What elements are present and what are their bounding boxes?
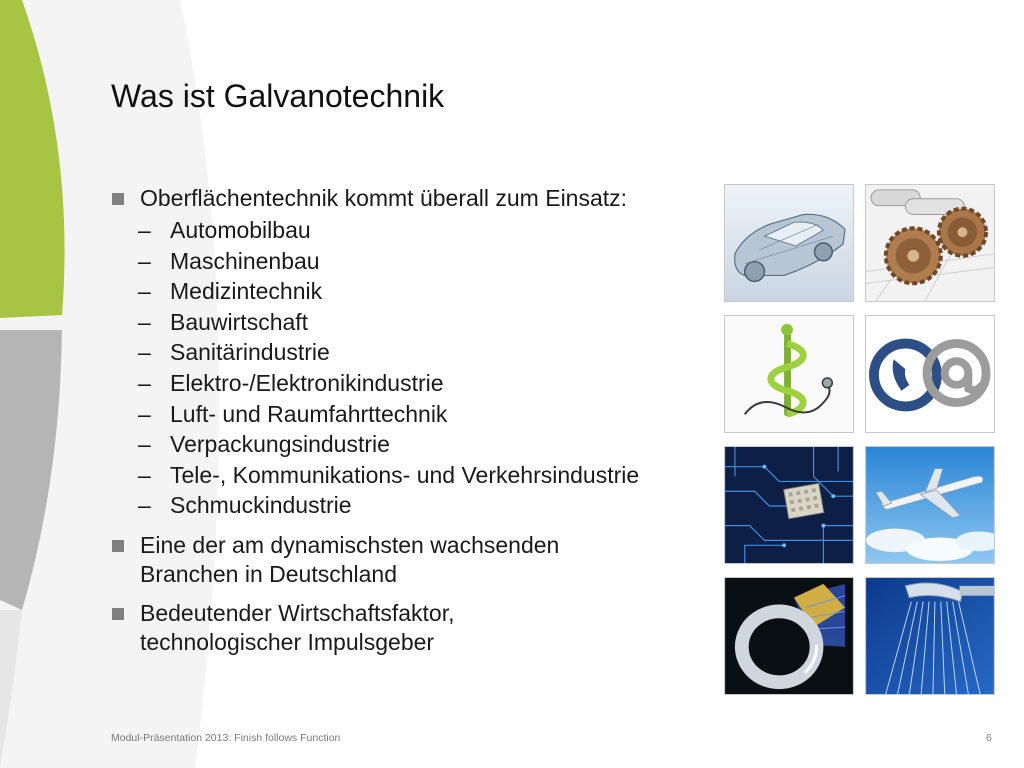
bullet-item [112,184,712,213]
gears-image [865,184,995,302]
bullet-list [112,184,712,657]
bullet-text-line: technologischer Impulsgeber [140,628,435,655]
sub-bullet-item: – Automobilbau [138,217,311,243]
airplane-image [865,446,995,564]
bullet-text-line: Branchen in Deutschland [140,560,397,587]
bullet-item [112,531,712,589]
sub-bullet-item: – Sanitärindustrie [138,339,330,366]
bullet-item [112,599,712,657]
shower-head-image [865,577,995,695]
bullet-text: Oberflächentechnik kommt überall zum Einsatz: [140,185,628,211]
circuit-board-image [724,446,854,564]
sub-bullet-item: – Schmuckindustrie [138,492,352,519]
sub-bullet-item: – Maschinenbau [138,247,320,274]
sub-bullet-item: – Bauwirtschaft [138,308,309,335]
square-bullet-icon [112,193,124,205]
car-image [724,184,854,302]
sub-bullet-list [112,215,712,521]
sub-bullet-item: – Verpackungsindustrie [138,431,390,458]
sub-bullet-item: – Elektro-/Elektronikindustrie [138,369,444,396]
square-bullet-icon [112,540,124,552]
square-bullet-icon [112,608,124,620]
ring-image [724,577,854,695]
sub-bullet-item: – Tele-, Kommunikations- und Verkehrsindustrie [138,461,640,488]
phone-at-sign-image [865,315,995,433]
caduceus-stethoscope-image [724,315,854,433]
sub-bullet-item: – Luft- und Raumfahrttechnik [138,400,448,427]
slide-title: Was ist Galvanotechnik [111,78,445,114]
sub-bullet-item: – Medizintechnik [138,278,323,305]
bullet-text-line: Bedeutender Wirtschaftsfaktor, [140,599,455,626]
footer-text: Modul-Präsentation 2013: Finish follows Function [111,732,341,744]
bullet-text-line: Eine der am dynamischsten wachsenden [140,531,560,558]
page-number: 6 [986,732,992,744]
